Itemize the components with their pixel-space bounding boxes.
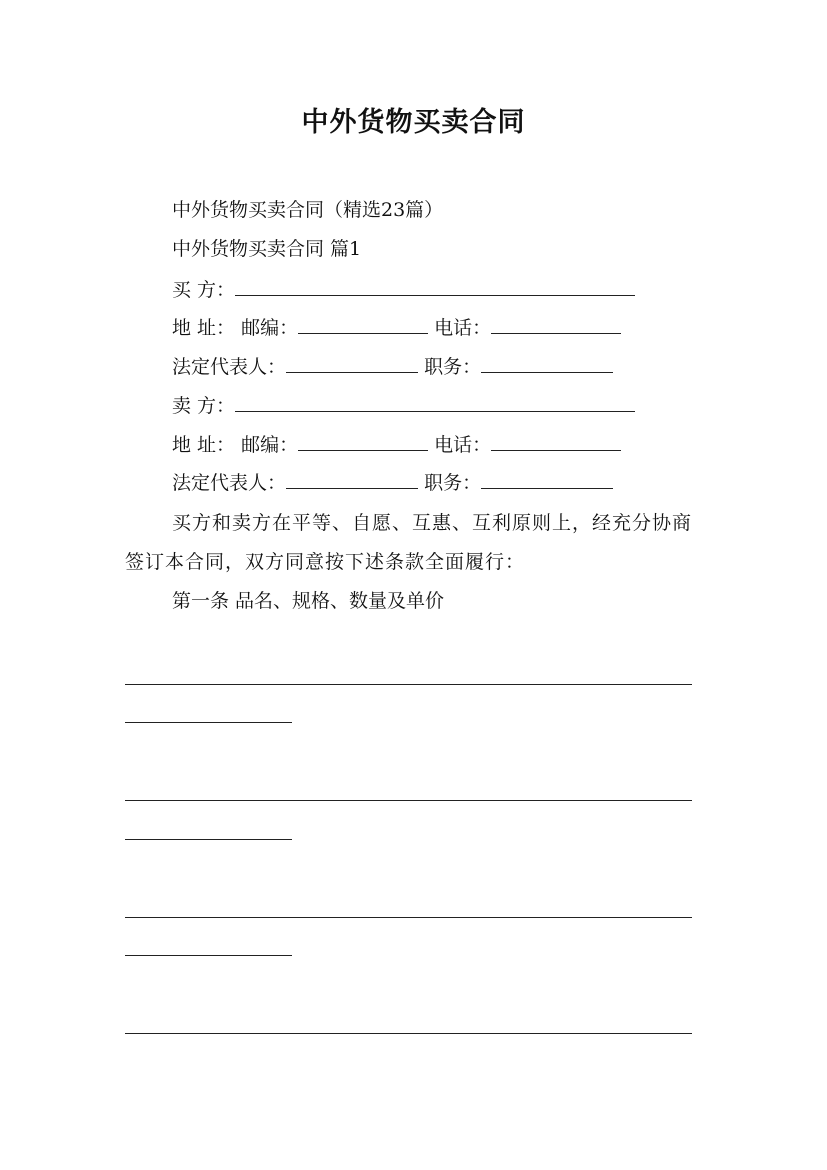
buyer-address-row (172, 315, 621, 340)
fill-line[interactable] (125, 684, 692, 685)
fill-line[interactable] (125, 722, 292, 723)
buyer-position-label: 职务： (424, 356, 482, 378)
seller-postcode-blank[interactable] (298, 432, 428, 451)
fill-line[interactable] (125, 1033, 692, 1034)
seller-position-blank[interactable] (481, 470, 613, 489)
seller-address-row (172, 432, 621, 457)
buyer-phone-label: 电话： (434, 317, 492, 339)
fill-line[interactable] (125, 955, 292, 956)
buyer-postcode-label: 邮编： (241, 317, 299, 339)
document-title: 中外货物买卖合同 (301, 107, 526, 138)
buyer-phone-blank[interactable] (491, 315, 621, 334)
seller-rep-row (172, 470, 613, 495)
buyer-address-label: 地 址： (172, 317, 236, 339)
fill-line[interactable] (125, 800, 692, 801)
seller-phone-label: 电话： (434, 434, 492, 456)
seller-legal-rep-blank[interactable] (286, 470, 418, 489)
article-1-heading: 第一条 品名、规格、数量及单价 (172, 590, 445, 612)
buyer-name-blank[interactable] (235, 277, 635, 296)
buyer-label: 买 方： (172, 279, 236, 301)
seller-label: 卖 方： (172, 395, 236, 417)
fill-line[interactable] (125, 839, 292, 840)
buyer-position-blank[interactable] (481, 354, 613, 373)
buyer-row (172, 277, 635, 302)
seller-position-label: 职务： (424, 472, 482, 494)
section-heading: 中外货物买卖合同 篇1 (172, 238, 362, 260)
seller-name-blank[interactable] (235, 393, 635, 412)
buyer-legal-rep-blank[interactable] (286, 354, 418, 373)
buyer-rep-row (172, 354, 613, 379)
buyer-legal-rep-label: 法定代表人： (172, 356, 287, 378)
buyer-postcode-blank[interactable] (298, 315, 428, 334)
seller-postcode-label: 邮编： (241, 434, 299, 456)
seller-row (172, 393, 635, 418)
seller-legal-rep-label: 法定代表人： (172, 472, 287, 494)
seller-phone-blank[interactable] (491, 432, 621, 451)
fill-line[interactable] (125, 917, 692, 918)
document-subtitle: 中外货物买卖合同（精选23篇） (172, 199, 444, 221)
seller-address-label: 地 址： (172, 434, 236, 456)
intro-paragraph: 买方和卖方在平等、自愿、互惠、互利原则上，经充分协商签订本合同，双方同意按下述条款全面履行： (125, 512, 693, 573)
